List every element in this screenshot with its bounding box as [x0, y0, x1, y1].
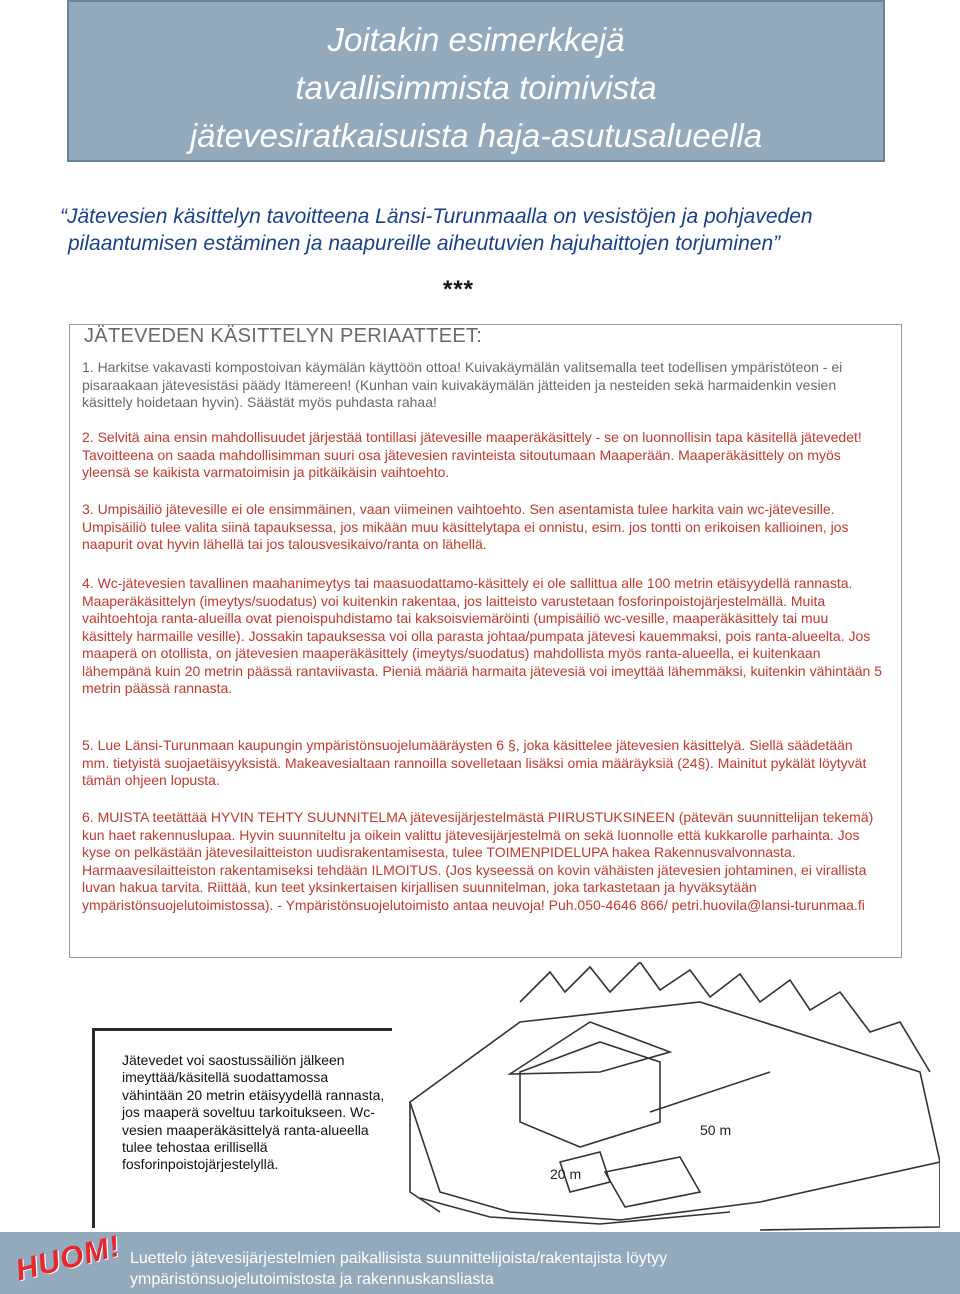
principles-box: [69, 324, 902, 958]
huom-badge: HUOM!: [12, 1229, 124, 1288]
principles-title: JÄTEVEDEN KÄSITTELYN PERIAATTEET:: [84, 325, 483, 347]
ground-surface: [410, 1002, 940, 1220]
goal-quote: [60, 203, 920, 257]
title-line-3: jätevesiratkaisuista haja-asutusalueella: [189, 117, 763, 154]
footer-line-1: Luettelo jätevesijärjestelmien paikallisista suunnittelijoista/rakentajista löytyy: [130, 1250, 668, 1267]
principle-5: 5. Lue Länsi-Turunmaan kaupungin ympäristönsuojelumääräysten 6 §, joka käsittelee jätevesien käsittelyä. Siellä säädetään mm. tietyistä suojaetäisyyksistä. Makeavesialtaan rannoilla sovelletaan lisäksi omia määräyksiä (24§). Mainitut pykälät löytyvät tämän ohjeen lopusta.: [82, 737, 867, 788]
separator-stars: ***: [443, 276, 475, 303]
footer-line-2: ympäristönsuojelutoimistosta ja rakennuskansliasta: [130, 1271, 494, 1288]
footer-text: [130, 1248, 930, 1290]
pipe: [650, 1072, 770, 1112]
septic-system-illustration: [400, 962, 940, 1232]
filter-bed: [605, 1157, 700, 1207]
title-line-2: tavallisimmista toimivista: [295, 69, 657, 106]
water-edge: [420, 1198, 730, 1224]
distance-label-50m: 50 m: [700, 1122, 732, 1138]
title-banner: [67, 0, 885, 162]
principle-1: 1. Harkitse vakavasti kompostoivan käymälän käyttöön ottoa! Kuivakäymälän valitsemalla teet todellisen ympäristöteon - ei pisaraakaan jätevesistäsi päädy Itämereen! (Kunhan vain kuivakäymälän jätteiden ja nesteiden sekä harmaidenkin vesien käsittely hoidetaan hyvin). Säästät myös puhdasta rahaa!: [82, 359, 843, 410]
goal-quote-line-2: pilaantumisen estäminen ja naapureille aiheutuvien hajuhaittojen torjuminen”: [68, 232, 781, 255]
title-line-1: Joitakin esimerkkejä: [327, 21, 625, 58]
distance-label-20m: 20 m: [550, 1166, 582, 1182]
principle-2: 2. Selvitä aina ensin mahdollisuudet järjestää tontillasi jätevesille maaperäkäsittely - se on luonnollisin tapa käsitellä jätevedet! Tavoitteena on saada mahdollisimman suuri osa jätevesien ravinteista sitoutumaan Maaperään. Maaperäkäsittely on myös yleensä se kaikista varmatoimisin ja pitkäikäisin vaihtoehto.: [82, 429, 862, 480]
principle-4: 4. Wc-jätevesien tavallinen maahanimeytys tai maasuodattamo-käsittely ei ole sallittua alle 100 metrin etäisyydellä rannasta. Maaperäkäsittelyn (imeytys/suodatus) voi kuitenkin rakentaa, jos laitteisto varustetaan fosforinpoistojärjestelmällä. Muita vaihtoehtoja ranta-alueilla ovat pienoispuhdistamo tai kaksoisviemäröinti (umpisäiliö wc-vesille, maaperäkäsittely tai muu käsittely harmaille vesille). Jossakin tapauksessa voi olla parasta johtaa/pumpata jätevesi kauemmaksi, pois ranta-alueelta. Jos maaperä on otollista, on jätevesien maaperäkäsittely (imeytys/suodatus) mahdollista myös ranta-alueella, ei kuitenkaan lähempänä kuin 20 metrin päässä rantaviivasta. Pieniä määriä harmaita jätevesiä voi imeyttää lähemmäksi, kuitenkin vähintään 5 metrin päässä rannasta.: [82, 575, 882, 696]
principle-3: 3. Umpisäiliö jätevesille ei ole ensimmäinen, vaan viimeinen vaihtoehto. Sen asentamista tulee harkita vain wc-jätevesille. Umpisäiliö tulee valita siinä tapauksessa, jos mikään muu käsittelytapa ei onnistu, esim. jos tontti on erikoisen kallioinen, jos naapurit ovat hyvin lähellä tai jos talousvesikaivo/ranta on lähellä.: [82, 501, 849, 552]
note-text: Jätevedet voi saostussäiliön jälkeen imeyttää/käsitellä suodattamossa vähintään 20 metrin etäisyydellä rannasta, jos maaperä soveltuu tarkoitukseen. Wc-vesien maaperäkäsittelyä ranta-alueella tulee tehostaa erillisellä fosforinpoistojärjestelyllä.: [122, 1052, 385, 1173]
goal-quote-line-1: “Jätevesien käsittelyn tavoitteena Länsi-Turunmaalla on vesistöjen ja pohjaveden: [60, 205, 813, 228]
principle-6: 6. MUISTA teetättää HYVIN TEHTY SUUNNITELMA jätevesijärjestelmästä PIIRUSTUKSINEEN (pätevän suunnittelijan tekemä) kun haet rakennuslupaa. Hyvin suunniteltu ja oikein valittu jätevesijärjestelmä on sekä luonnolle että kukkarolle parhainta. Jos kyse on pelkästään jätevesilaitteiston uudisrakentamisesta, tulee TOIMENPIDELUPA hakea Rakennusvalvonnasta. Harmaavesilaitteiston rakentamiseksi tehdään ILMOITUS. (Jos kyseessä on kovin vähäisten jätevesien johtaminen, ei virallista luvan hakua tarvita. Riittää, kun teet yksinkertaisen kirjallisen suunnitelman, joka tarkastetaan ja hyväksytään ympäristönsuojelutoimistossa). - Ympäristönsuojelutoimisto antaa neuvoja! Puh.050-4646 866/ petri.huovila@lansi-turunmaa.fi: [82, 809, 874, 913]
cliff-front: [410, 1102, 940, 1230]
house-body: [520, 1042, 660, 1147]
